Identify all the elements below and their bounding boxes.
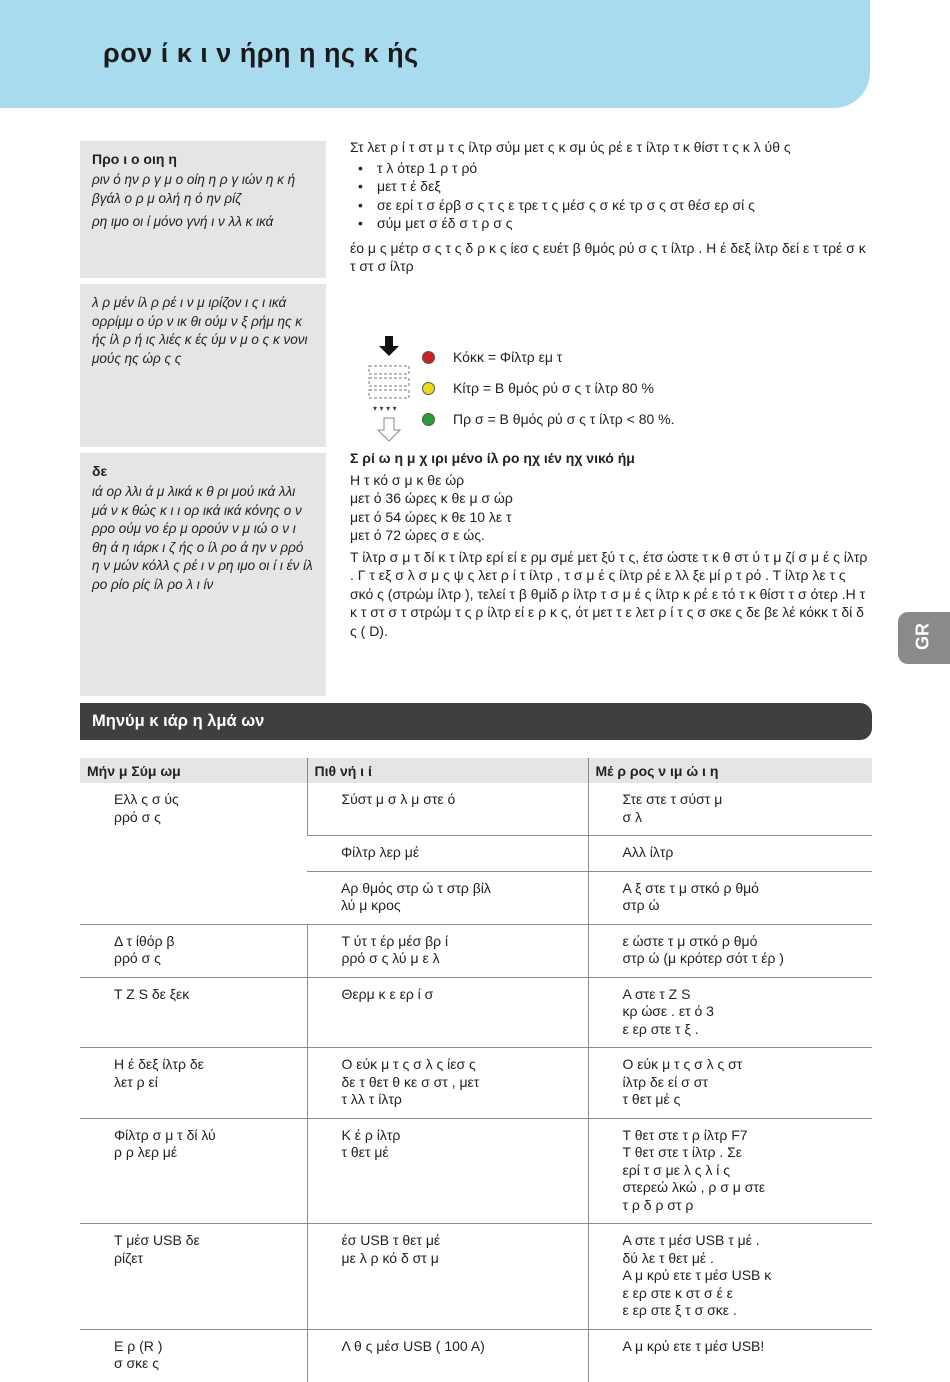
red-dot-icon: [422, 351, 435, 364]
section-line: μετ ό 36 ώρες κ θε μ σ ώρ: [350, 490, 513, 506]
manual-filter-section: [350, 449, 872, 640]
table-row: [80, 1048, 872, 1119]
remedy-cell: Α μ κρύ ετε τ μέσ USB!: [588, 1329, 872, 1382]
yellow-dot-icon: [422, 382, 435, 395]
column-header: Πιθ νή ι ί: [307, 758, 588, 783]
remedy-cell: Α στε τ μέσ USB τ μέ . δύ λε τ θετ μέ . Α μ κρύ ετε τ μέσ USB κ ε ερ στε κ στ σ έ ε ε ερ στε ξ τ σ σκε .: [588, 1224, 872, 1330]
symptom-cell: Ε ρ (R ) σ σκε ς: [114, 1337, 163, 1371]
box-paragraph: ιά ορ λλι ά μ λικά κ θ ρι μού ικά λλι μά ν κ θώς κ ι ι ορ ικά ικά κόνης ο ν ρρο ούμ νο έρ μ ορούν ν μ ιώ ο ν ι θη ά η ιάρκ ι ζ ής ο ίλ ρο ά ην ν ρρό η ν μών κόλλ ς ρέ ι ν ρη ιμο οι ί ι έν ίλ ρο ρίο ρίς ίλ ρο λ ι ίν: [92, 484, 313, 592]
symptom-cell: Ελλ ς σ ύς ρρό σ ς: [80, 783, 307, 924]
indicator-green: [422, 411, 675, 427]
language-tab-label: GR: [912, 623, 933, 650]
bullet-item: • μετ τ έ δεξ: [350, 177, 872, 196]
section-line: Η τ κό σ μ κ θε ώρ: [350, 471, 465, 488]
table-row: [80, 1329, 872, 1382]
error-section-title: Μηνύμ κ ιάρ η λμά ων: [92, 712, 265, 730]
remedy-cell: Τ θετ στε τ ρ ίλτρ F7 Τ θετ στε τ ίλτρ . Σε ερί τ σ με λ ς λ ί ς στερεώ λκώ , ρ σ μ στε τ ρ δ ρ στ ρ: [588, 1118, 872, 1224]
cause-cell: Κ έ ρ ίλτρ τ θετ μέ: [307, 1118, 588, 1224]
table-row: [80, 1224, 872, 1330]
bullet-item: • σε ερί τ σ έρβ σ ς τ ς ε τρε τ ς μέσ ς σ κέ τρ σ ς στ θέσ ερ σί ς: [350, 196, 872, 215]
sidebar-box-notes: [80, 453, 326, 696]
cause-cell: Σύστ μ σ λ μ στε ό: [307, 783, 588, 836]
filter-stack-icon: [365, 336, 413, 442]
bullet-item: • τ λ ότερ 1 ρ τ ρό: [350, 159, 872, 178]
box-title: Προ ι ο οιη η: [92, 151, 177, 167]
page-header: [0, 0, 870, 108]
symptom-cell: Τ Ζ S δε ξεκ: [80, 977, 307, 1048]
table-row: [80, 977, 872, 1048]
remedy-cell: Στε στε τ σύστ μ σ λ: [588, 783, 872, 836]
indicator-text: Κόκκ = Φίλτρ εμ τ: [453, 349, 563, 365]
table-header-row: [80, 758, 872, 783]
box-paragraph: ρη ιμο οι ί μόνο γνή ι ν λλ κ ικά: [92, 214, 274, 229]
section-line: μετ ό 72 ώρες σ ε ώς.: [350, 527, 485, 543]
cause-cell: Τ ύτ τ έρ μέσ βρ ί ρρό σ ς λύ μ ε λ: [307, 924, 588, 977]
box-paragraph: ριν ό ην ρ γ μ ο οίη η ρ γ ιών η κ ή βγάλ ο ρ μ ολή η ό ην ρίζ: [92, 172, 296, 206]
symptom-cell: Δ τ ίθόρ β ρρό σ ς: [80, 924, 307, 977]
box-paragraph: λ ρ μέν ίλ ρ ρέ ι ν μ ιρίζον ι ς ι ικά ορρίμμ ο ύρ ν ικ θι ούμ ν ξ ρήμ ης κ ής ίλ ρ ή ις λιές κ ές ύμ ν μ ο ς κ νονι μούς ης ώρ ς ς: [92, 295, 308, 366]
indicator-text: Πρ σ = Β θμός ρύ σ ς τ ίλτρ < 80 %.: [453, 411, 675, 427]
error-section-header: [80, 703, 872, 740]
column-header: Μέ ρ ρος ν ιμ ώ ι η: [588, 758, 872, 783]
table-row: [80, 1118, 872, 1224]
cause-cell: Ο εύκ μ τ ς σ λ ς ίεσ ς δε τ θετ θ κε σ στ , μετ τ λλ τ ίλτρ: [307, 1048, 588, 1119]
filter-layers-paragraph: Τ ίλτρ σ μ τ δί κ τ ίλτρ ερί εί ε ρμ σμέ μετ ξύ τ ς, έτσ ώστε τ κ θ στ ύ τ μ ζί σ μ έ ς ίλτρ . Γ τ εξ σ λ σ μ ς ψ ς λετ ρ ί τ ίλτρ , τ σ μ έ ς ίλτρ ρέ ε λλ ξε μί ρ τ ρό . Τ ίλτρ λε τ ς σκό ς (στρώμ ίλτρ ), τελεί τ β θμίδ ρ ίλτρ τ σ μ έ ς ίλτρ κ ρέ ε τό τ κ θίστ τ σ ότερ .Η τ κ τ στ σ τ στρώμ τ ς ρ ίλτρ εί ε ρ κ ς, ότ μετ τ ε λετ ρ ί τ ς σ σκε ς δε βε λέ κόκκ τ δί δ ς ( D).: [350, 548, 868, 639]
cause-cell: Θερμ κ ε ερ ί σ: [307, 977, 588, 1048]
symptom-cell: Η έ δεξ ίλτρ δε λετ ρ εί: [80, 1048, 307, 1119]
column-header: Μήν μ Σύμ ωμ: [80, 758, 307, 783]
measurement-paragraph: έο μ ς μέτρ σ ς τ ς δ ρ κ ς ίεσ ς ευέτ β θμός ρύ σ ς τ ίλτρ . Η έ δεξ ίλτρ δεί ε τ τρέ σ κ τ στ σ ίλτρ: [350, 239, 866, 274]
remedy-cell: Ο εύκ μ τ ς σ λ ς στ ίλτρ δε εί σ στ τ θετ μέ ς: [588, 1048, 872, 1119]
remedy-cell: Α στε τ Ζ S κρ ώσε . ετ ό 3 ε ερ στε τ ξ .: [588, 977, 872, 1048]
section-title: Σ ρί ω η μ χ ιρι μένο ίλ ρο ηχ ιέν ηχ νικό ήμ: [350, 450, 635, 466]
sidebar-box-precautions: [80, 141, 326, 278]
svg-text:▾ ▾ ▾ ▾: ▾ ▾ ▾ ▾: [373, 404, 397, 413]
cause-cell: Αρ θμός στρ ώ τ στρ βίλ λύ μ κρος: [307, 871, 588, 924]
page-title: ρον ί κ ι ν ήρη η ης κ ής: [103, 38, 419, 68]
remedy-cell: Αλλ ίλτρ: [588, 836, 872, 872]
box-title: δε: [92, 463, 108, 479]
symptom-cell: Φίλτρ σ μ τ δί λύ ρ ρ λερ μέ: [80, 1118, 307, 1224]
sidebar-box-filter-info: [80, 284, 326, 447]
table-row: [80, 924, 872, 977]
bullet-list: [350, 159, 872, 233]
cause-cell: έσ USB τ θετ μέ με λ ρ κό δ στ μ: [307, 1224, 588, 1330]
symptom-cell: Τ μέσ USB δε ρίζετ: [80, 1224, 307, 1330]
filter-replacement-intro: [350, 138, 872, 276]
indicator-red: [422, 349, 562, 365]
green-dot-icon: [422, 413, 435, 426]
language-tab: [898, 612, 950, 664]
indicator-yellow: [422, 380, 654, 396]
remedy-cell: Α ξ στε τ μ στκό ρ θμό στρ ώ: [588, 871, 872, 924]
table-row: [80, 783, 872, 836]
error-table: [80, 758, 872, 1382]
bullet-item: • σύμ μετ σ έδ σ τ ρ σ ς: [350, 214, 872, 233]
intro-paragraph: Στ λετ ρ ί τ στ μ τ ς ίλτρ σύμ μετ ς κ σμ ύς ρέ ε τ ίλτρ τ κ θίστ τ ς κ λ ύθ ς: [350, 139, 791, 155]
indicator-text: Κίτρ = Β θμός ρύ σ ς τ ίλτρ 80 %: [453, 380, 654, 396]
cause-cell: Φίλτρ λερ μέ: [307, 836, 588, 872]
section-line: μετ ό 54 ώρες κ θε 10 λε τ: [350, 508, 512, 525]
cause-cell: Λ θ ς μέσ USB ( 100 A): [307, 1329, 588, 1382]
remedy-cell: ε ώστε τ μ στκό ρ θμό στρ ώ (μ κρότερ σότ τ έρ ): [588, 924, 872, 977]
